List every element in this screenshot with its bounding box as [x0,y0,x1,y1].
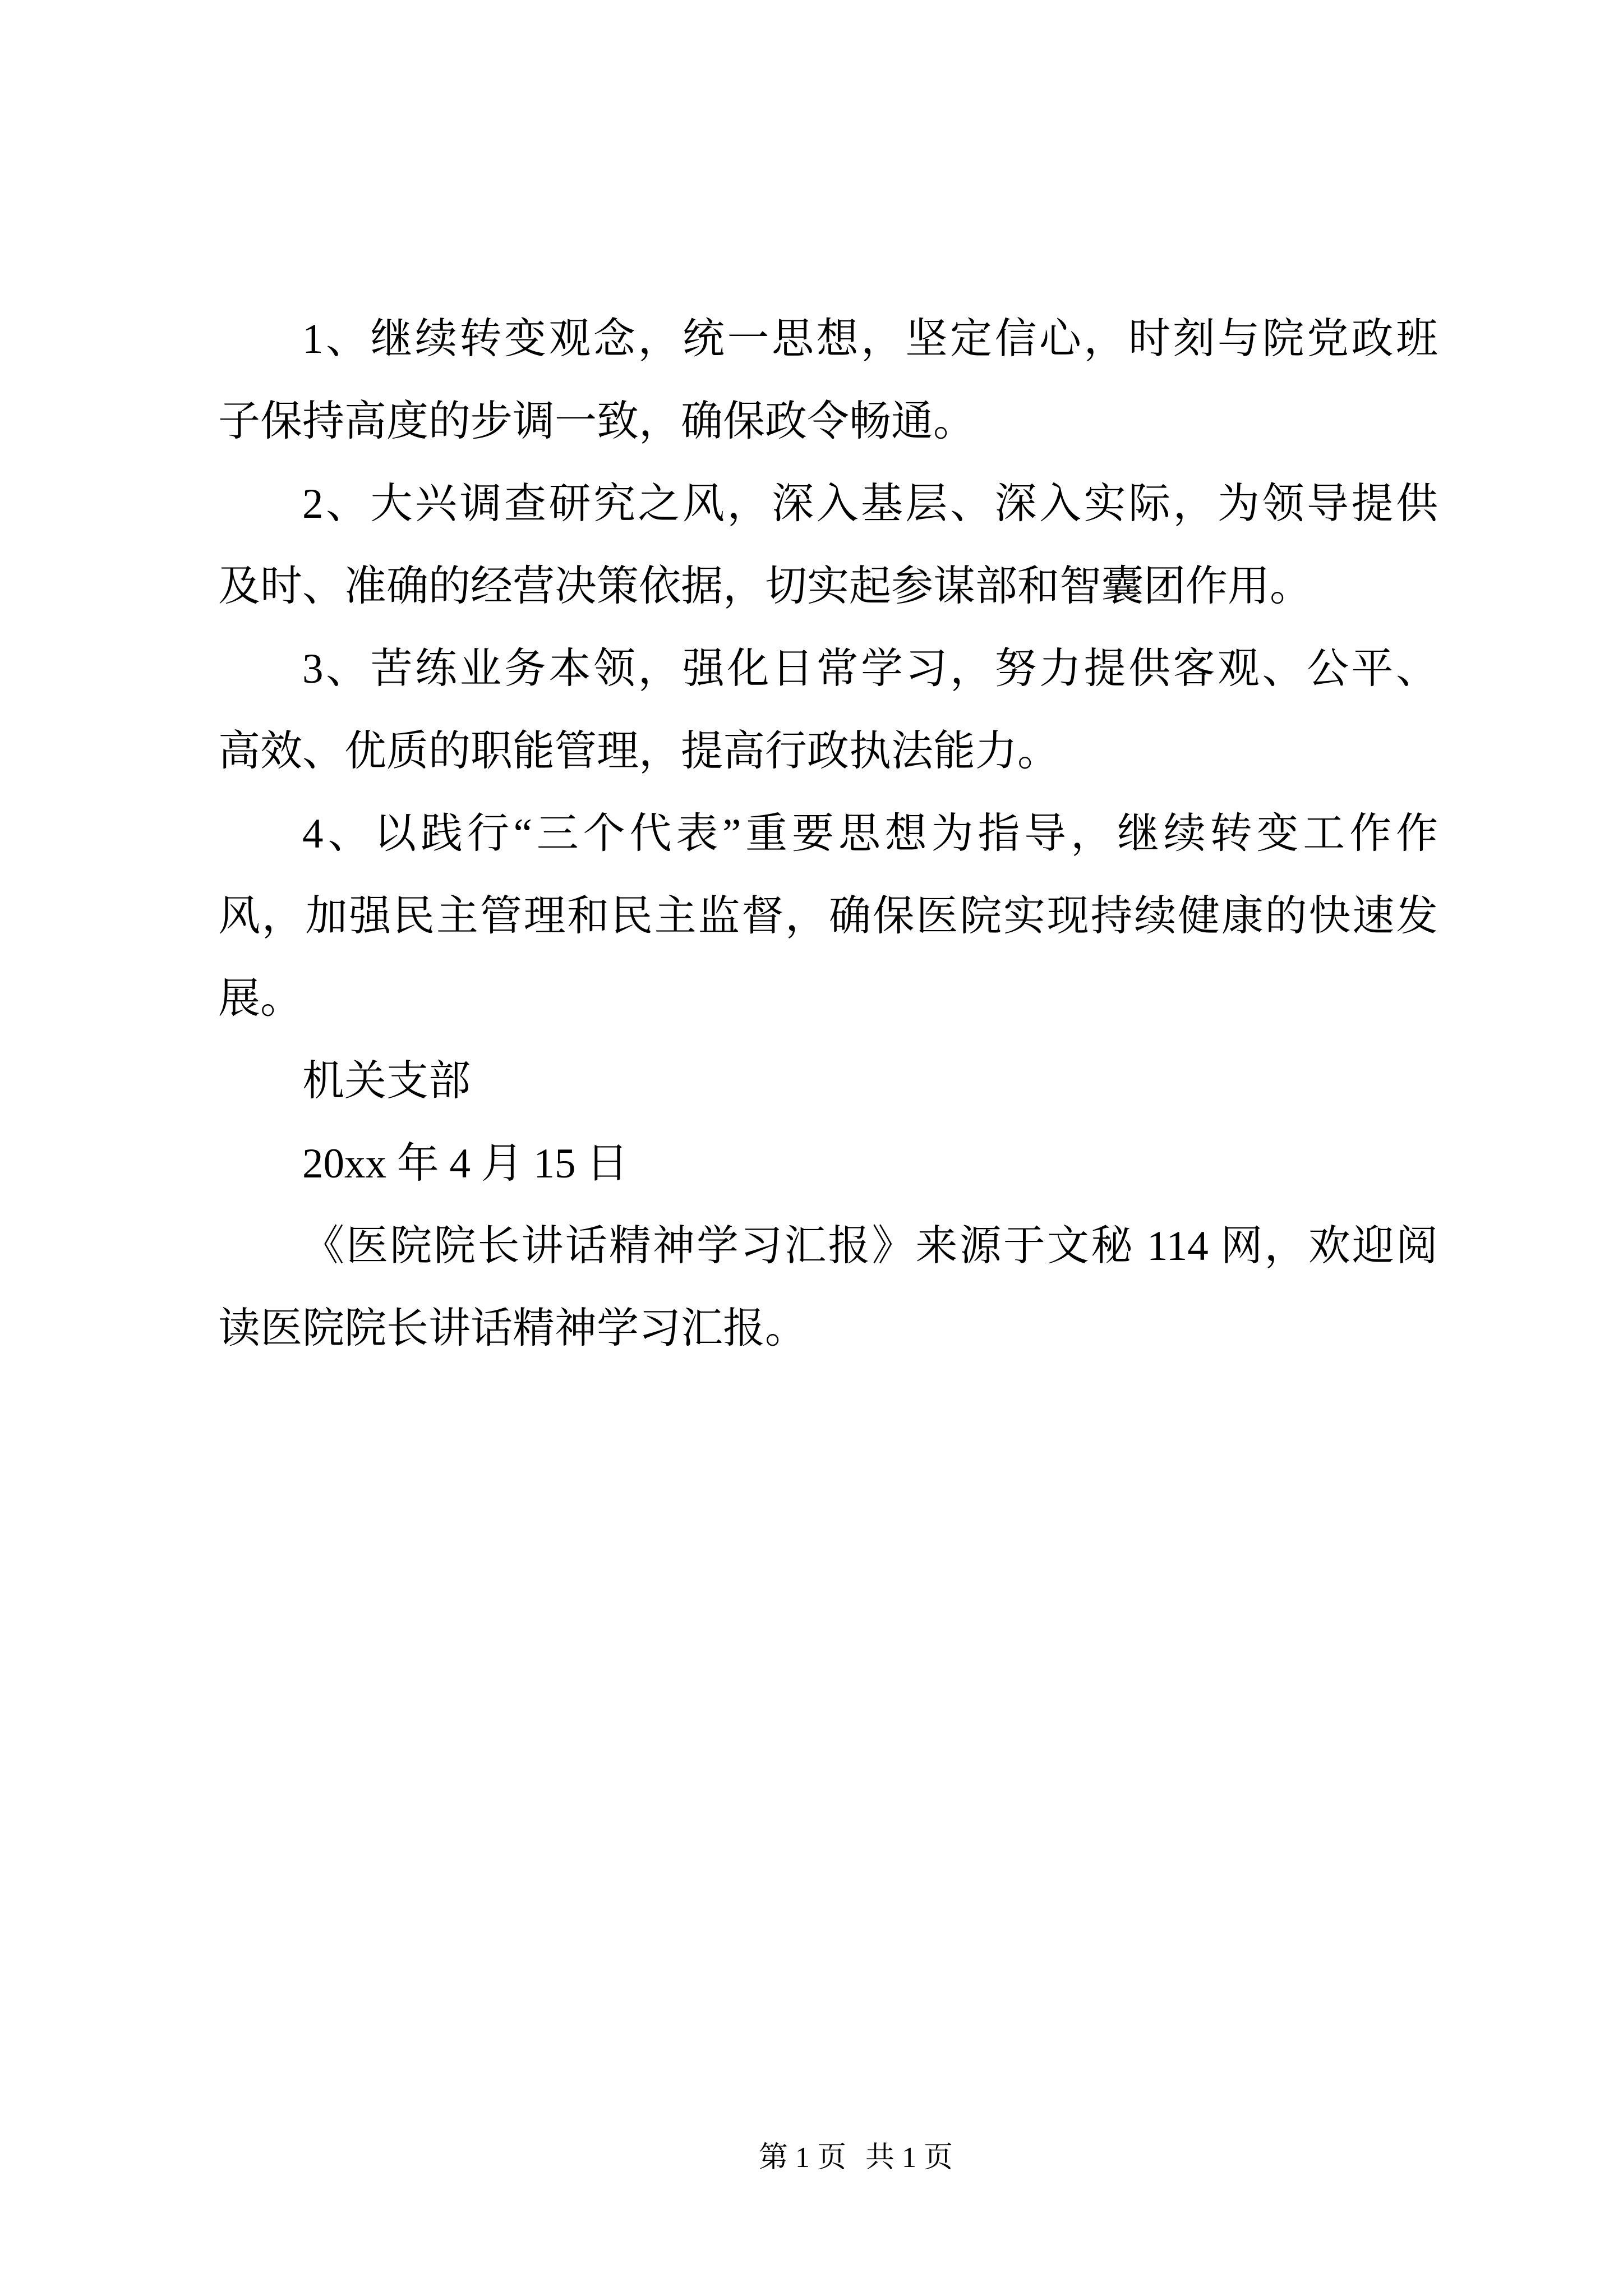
document-date: 20xx 年 4 月 15 日 [302,1140,629,1187]
page-footer [759,2141,953,2175]
paragraph-3 [218,628,1438,793]
paragraph-line: 展。 [218,976,303,1022]
page-number-total: 共 1 页 [865,2142,953,2174]
source-note [218,1205,1438,1370]
paragraph-line: 4、以践行“三个代表”重要思想为指导，继续转变工作作 [302,811,1438,857]
paragraph-line: 风，加强民主管理和民主监督，确保医院实现持续健康的快速发 [218,893,1438,940]
paragraph-line: 高效、优质的职能管理，提高行政执法能力。 [218,728,1060,775]
paragraph-1 [218,298,1438,463]
paragraph-line: 子保持高度的步调一致，确保政令畅通。 [218,398,976,445]
paragraph-line: 及时、准确的经营决策依据，切实起参谋部和智囊团作用。 [218,563,1312,610]
page-number-current: 第 1 页 [758,2142,846,2174]
paragraph-line: 2、大兴调查研究之风，深入基层、深入实际，为领导提供 [302,481,1438,527]
paragraph-2 [218,463,1438,628]
paragraph-line: 3、苦练业务本领，强化日常学习，努力提供客观、公平、 [302,646,1438,692]
paragraph-line: 1、继续转变观念，统一思想，坚定信心，时刻与院党政班 [302,316,1438,362]
document-body [218,298,1438,1370]
signature: 机关支部 [302,1058,471,1105]
source-note-line: 读医院院长讲话精神学习汇报。 [218,1305,808,1352]
source-note-line: 《医院院长讲话精神学习汇报》来源于文秘 114 网，欢迎阅 [302,1223,1438,1269]
paragraph-4 [218,793,1438,1040]
